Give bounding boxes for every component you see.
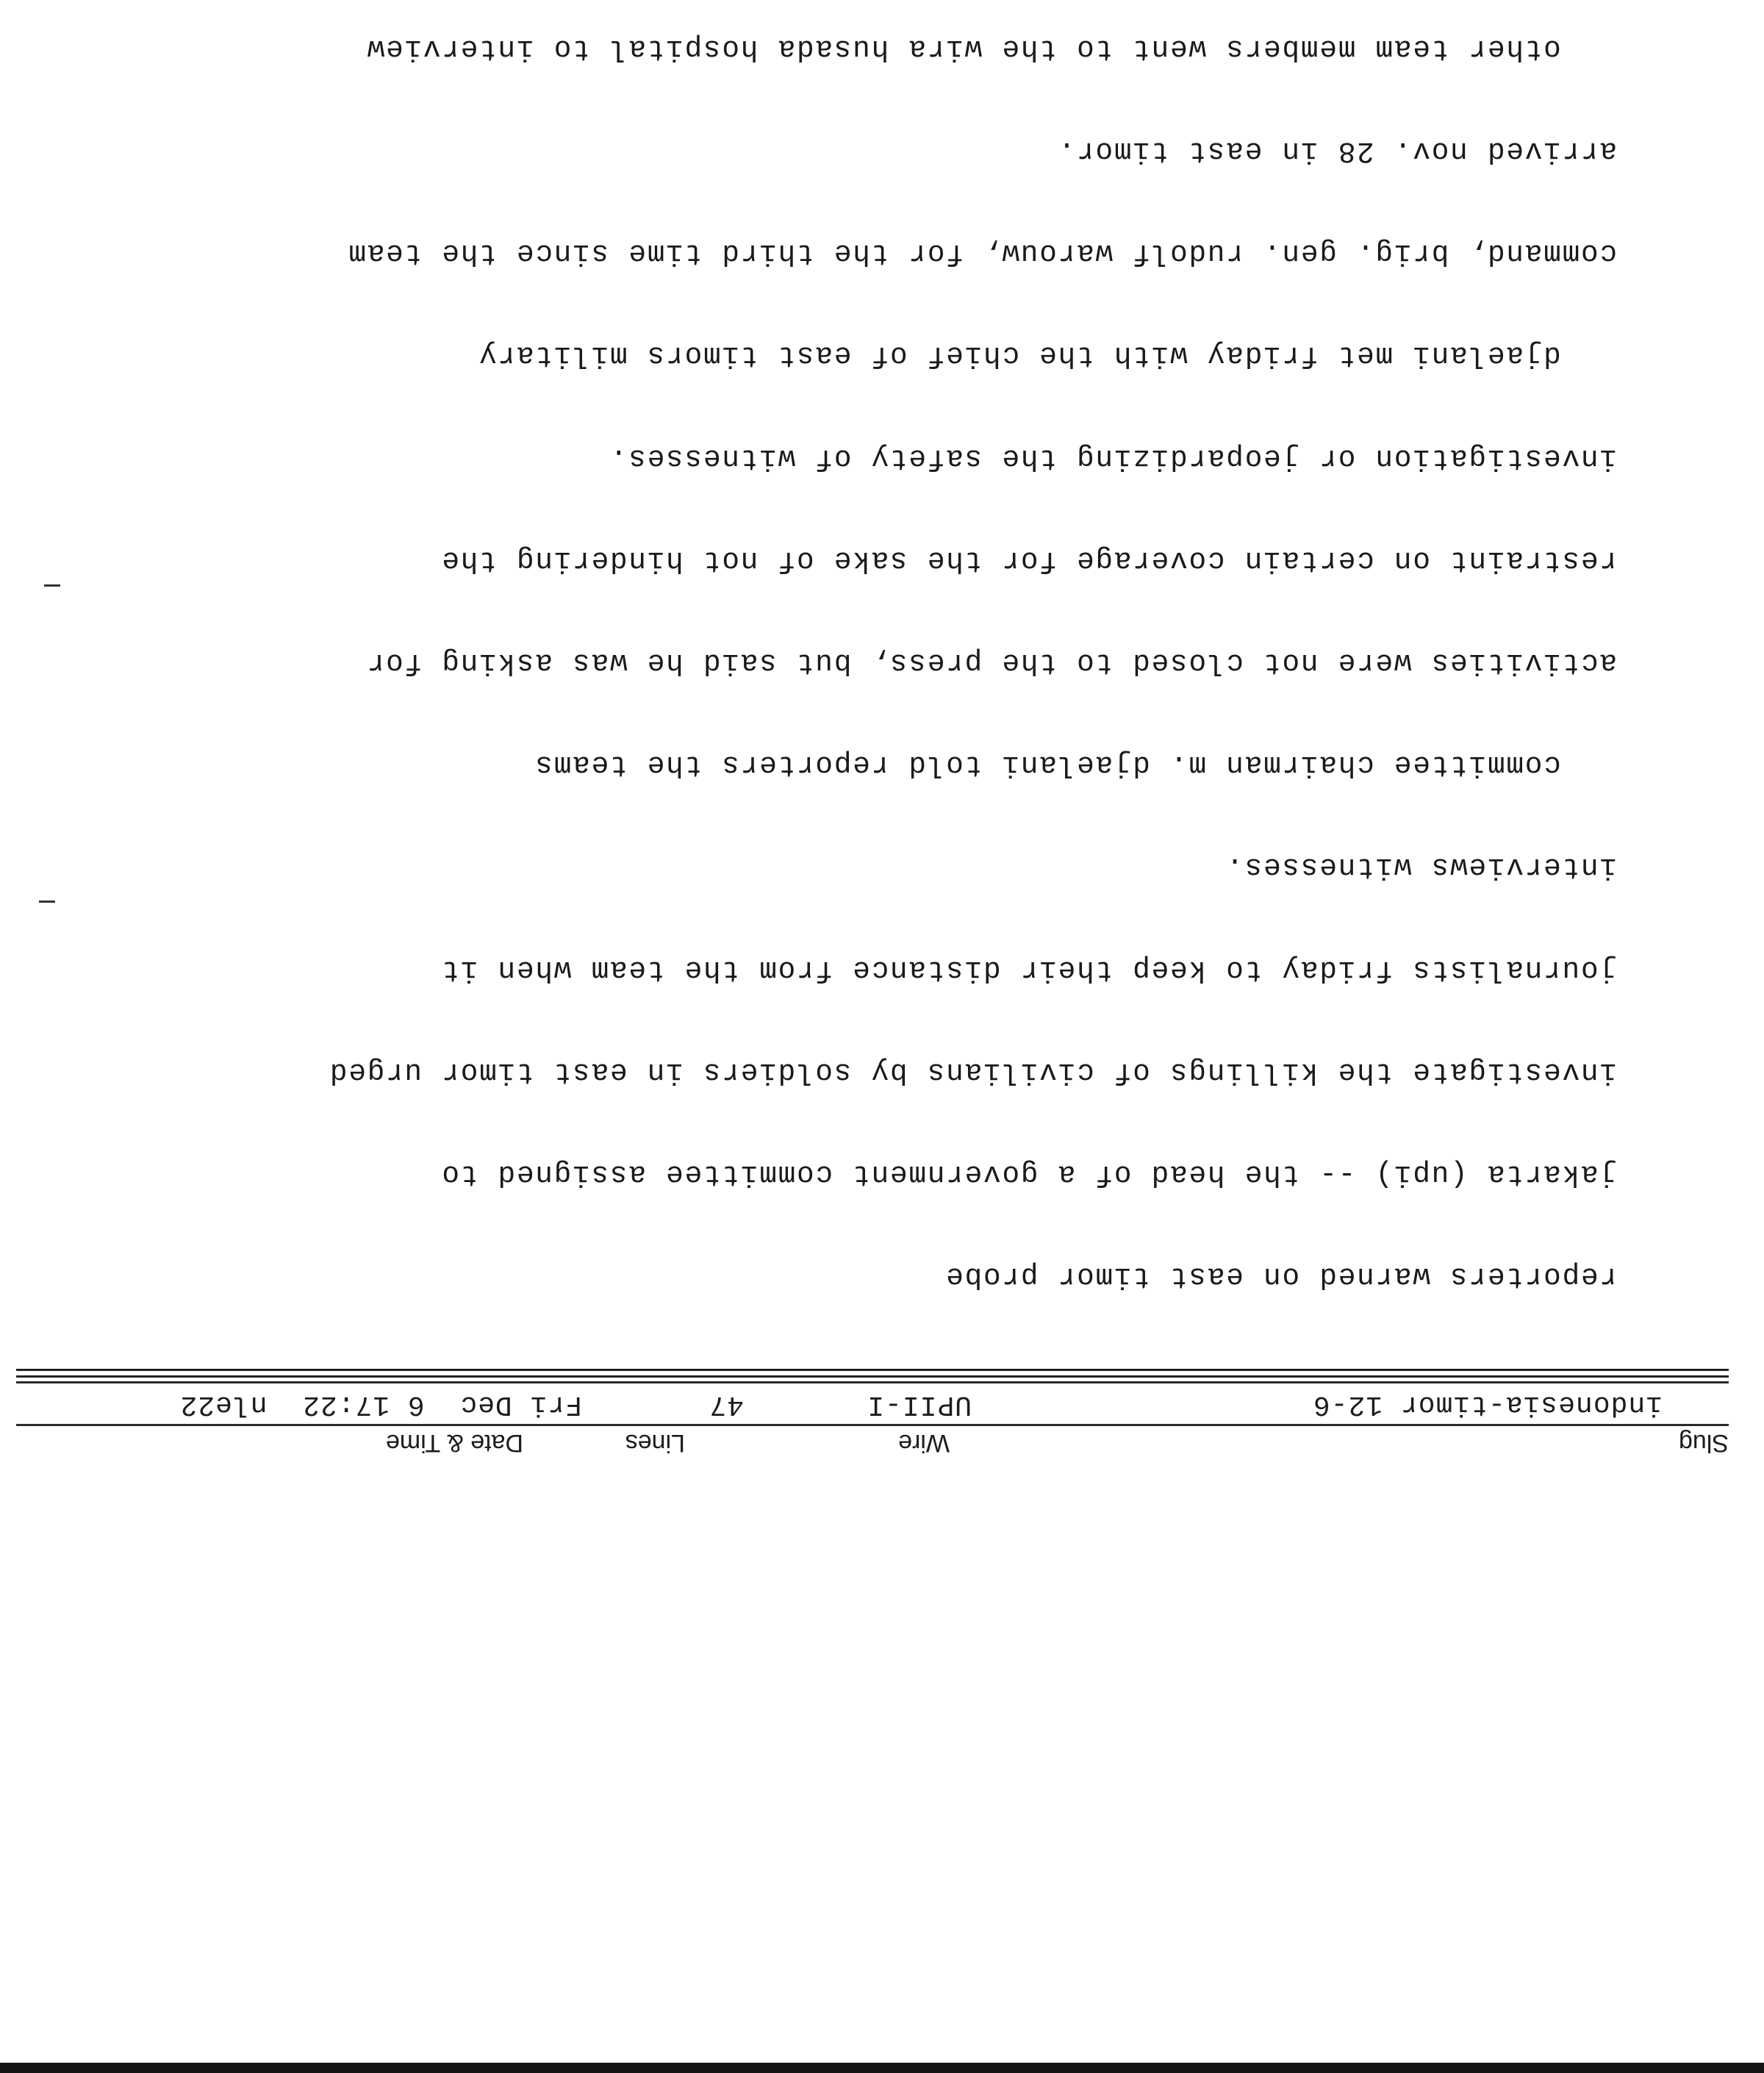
- story-line: investigation or jeopardizing the safety of witnesses.: [609, 441, 1617, 475]
- story-line: interviews witnesses.: [1225, 851, 1617, 884]
- label-slug: Slug: [1678, 1429, 1729, 1457]
- story-line: djaelani met friday with the chief of east timors military: [478, 339, 1617, 373]
- story-line: restraint on certain coverage for the sake of not hindering the: [440, 543, 1617, 577]
- story-line: journalists friday to keep their distance from the team when it: [440, 953, 1617, 987]
- story-body: [37, 0, 1617, 1361]
- margin-mark: [39, 901, 55, 903]
- story-line: command, brig. gen. rudolf warouw, for the third time since the team: [347, 237, 1617, 271]
- header-value-rule: [16, 1381, 1729, 1383]
- datetime-value: Fri Dec 6 17:22 nle22: [179, 1389, 582, 1420]
- story-line: arrived nov. 28 in east timor.: [1056, 134, 1617, 168]
- story-line: jakarta (upi) -- the head of a government committee assigned to: [440, 1157, 1617, 1191]
- header-labels: [16, 1428, 1729, 1457]
- label-lines: Lines: [625, 1429, 685, 1457]
- slug-value: indonesia-timor 12-6: [1312, 1389, 1663, 1420]
- header-double-rule: [16, 1369, 1729, 1378]
- story-line: activities were not closed to the press, but said he was asking for: [365, 645, 1617, 679]
- story-line: investigate the killings of civilians by soldiers in east timor urged: [329, 1055, 1617, 1089]
- margin-mark: [44, 584, 60, 587]
- header-values: [16, 1386, 1729, 1420]
- wire-value: UPII-I: [867, 1389, 972, 1420]
- story-headline: reporters warned on east timor probe: [944, 1260, 1617, 1294]
- story-line: other team members went to the wira husada hospital to interview: [365, 32, 1617, 65]
- lines-value: 47: [709, 1389, 744, 1420]
- label-wire: Wire: [898, 1429, 950, 1457]
- story-line: committee chairman m. djaelani told reporters the teams: [534, 748, 1617, 782]
- header-label-rule: [16, 1424, 1729, 1426]
- label-datetime: Date & Time: [385, 1429, 523, 1457]
